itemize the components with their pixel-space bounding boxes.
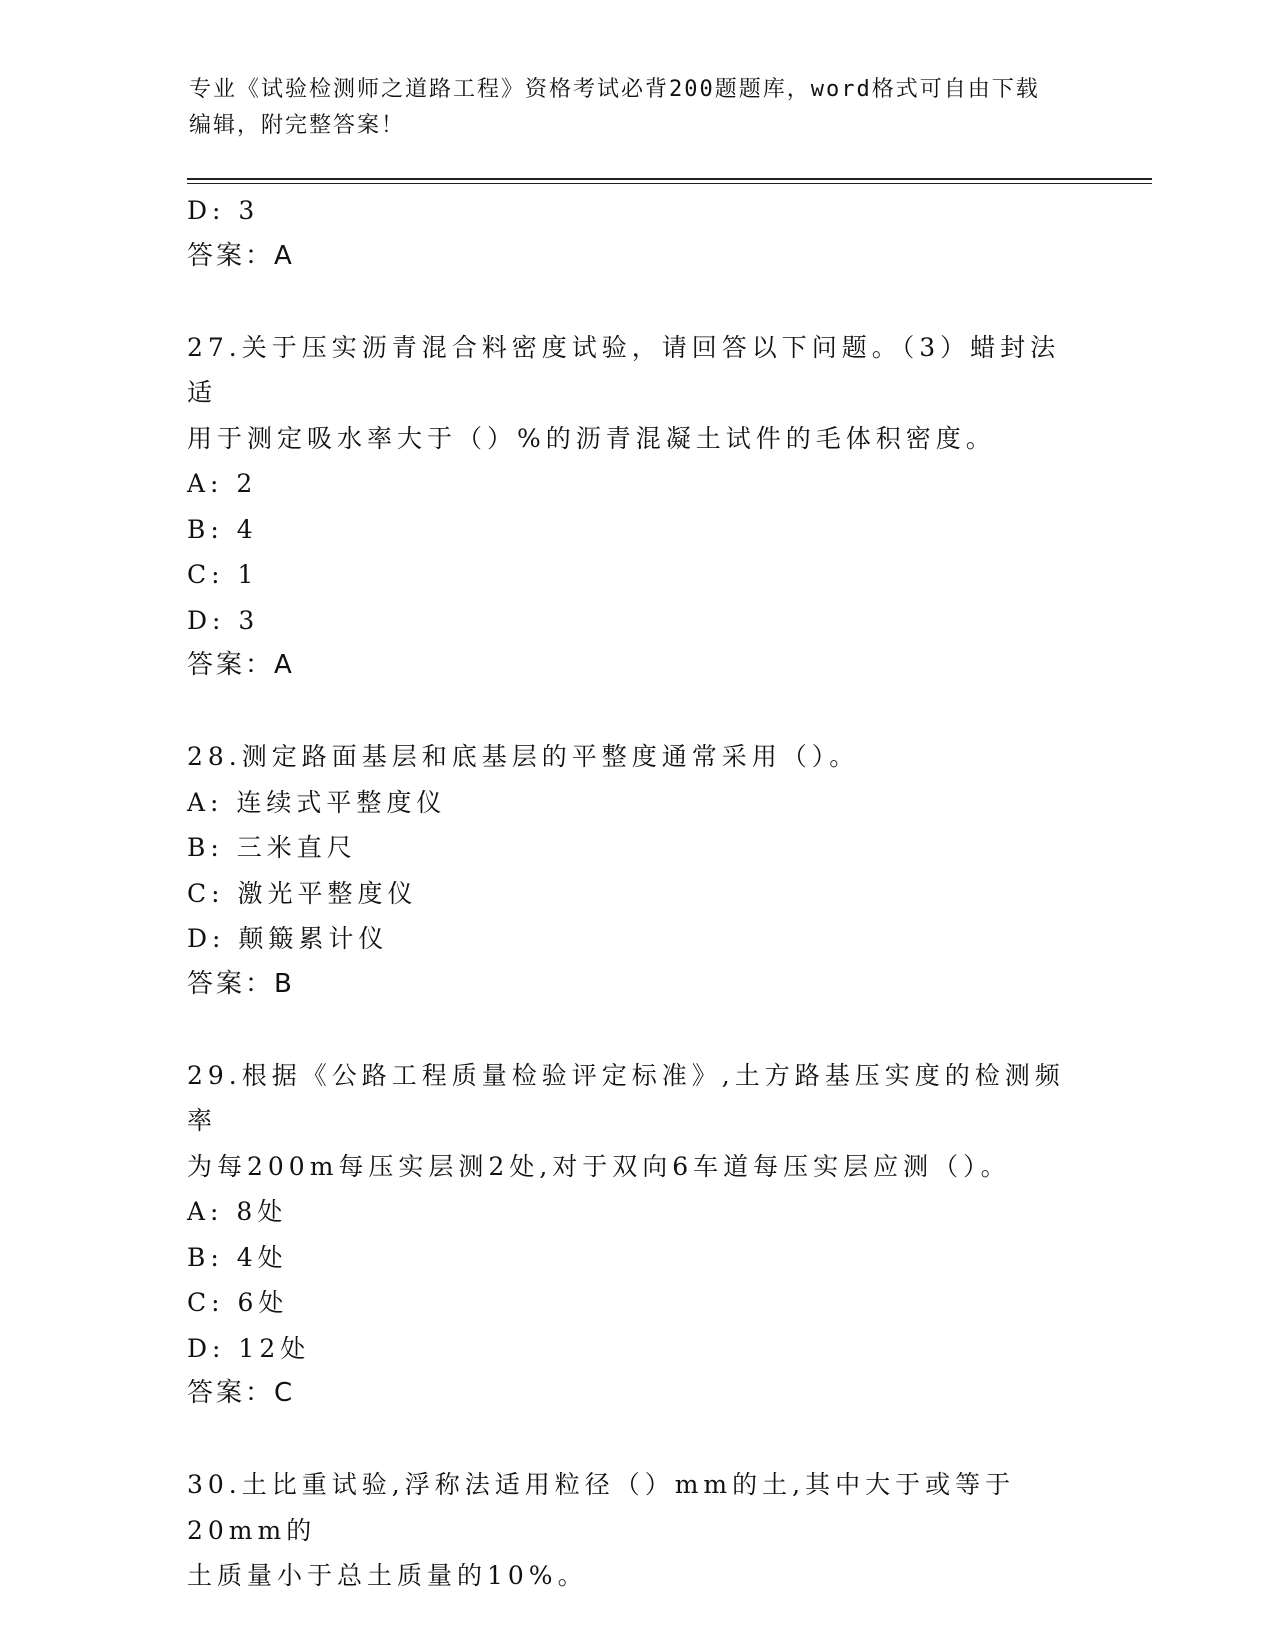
question-text: 29.根据《公路工程质量检验评定标准》,土方路基压实度的检测频率 xyxy=(187,1060,1065,1135)
question-30 xyxy=(187,1462,1087,1599)
spacer xyxy=(187,689,1087,735)
header-divider-thin xyxy=(187,183,1152,184)
spacer xyxy=(187,1007,1087,1053)
option-c: C: 1 xyxy=(187,560,259,589)
spacer xyxy=(187,1417,1087,1463)
option-d: D: 颠簸累计仪 xyxy=(187,924,389,953)
question-28 xyxy=(187,734,1087,1007)
question-text: 为每200m每压实层测2处,对于双向6车道每压实层应测（）。 xyxy=(187,1151,1011,1181)
header-line-2: 编辑，附完整答案！ xyxy=(189,113,406,138)
answer: 答案：C xyxy=(187,1378,296,1408)
header-divider xyxy=(187,178,1152,180)
answer: 答案：B xyxy=(187,968,295,999)
option-b: B: 4 xyxy=(187,514,258,544)
question-text: 用于测定吸水率大于（）%的沥青混凝土试件的毛体积密度。 xyxy=(187,423,996,453)
option-b: B: 三米直尺 xyxy=(187,833,357,862)
spacer xyxy=(187,279,1087,325)
question-29 xyxy=(187,1053,1087,1417)
option-c: C: 6处 xyxy=(187,1288,289,1317)
option-d: D: 3 xyxy=(187,605,260,635)
option-a: A: 8处 xyxy=(187,1197,288,1226)
question-text: 28.测定路面基层和底基层的平整度通常采用（）。 xyxy=(187,742,860,771)
answer: 答案：A xyxy=(187,240,295,271)
header-line-1: 专业《试验检测师之道路工程》资格考试必背200题题库，word格式可自由下载 xyxy=(189,77,1040,102)
option-b: B: 4处 xyxy=(187,1242,288,1272)
question-text: 27.关于压实沥青混合料密度试验，请回答以下问题。（3）蜡封法适 xyxy=(187,332,1061,407)
question-text: 土质量小于总土质量的10%。 xyxy=(187,1561,588,1590)
option-a: A: 2 xyxy=(187,469,258,498)
option-d: D: 3 xyxy=(187,196,260,225)
question-27 xyxy=(187,325,1087,689)
question-text: 30.土比重试验,浮称法适用粒径（）mm的土,其中大于或等于20mm的 xyxy=(187,1470,1016,1545)
answer: 答案：A xyxy=(187,650,295,680)
document-header xyxy=(189,72,1069,144)
option-c: C: 激光平整度仪 xyxy=(187,878,418,908)
option-a: A: 连续式平整度仪 xyxy=(187,787,447,817)
document-body xyxy=(187,188,1087,1599)
option-d: D: 12处 xyxy=(187,1333,311,1363)
